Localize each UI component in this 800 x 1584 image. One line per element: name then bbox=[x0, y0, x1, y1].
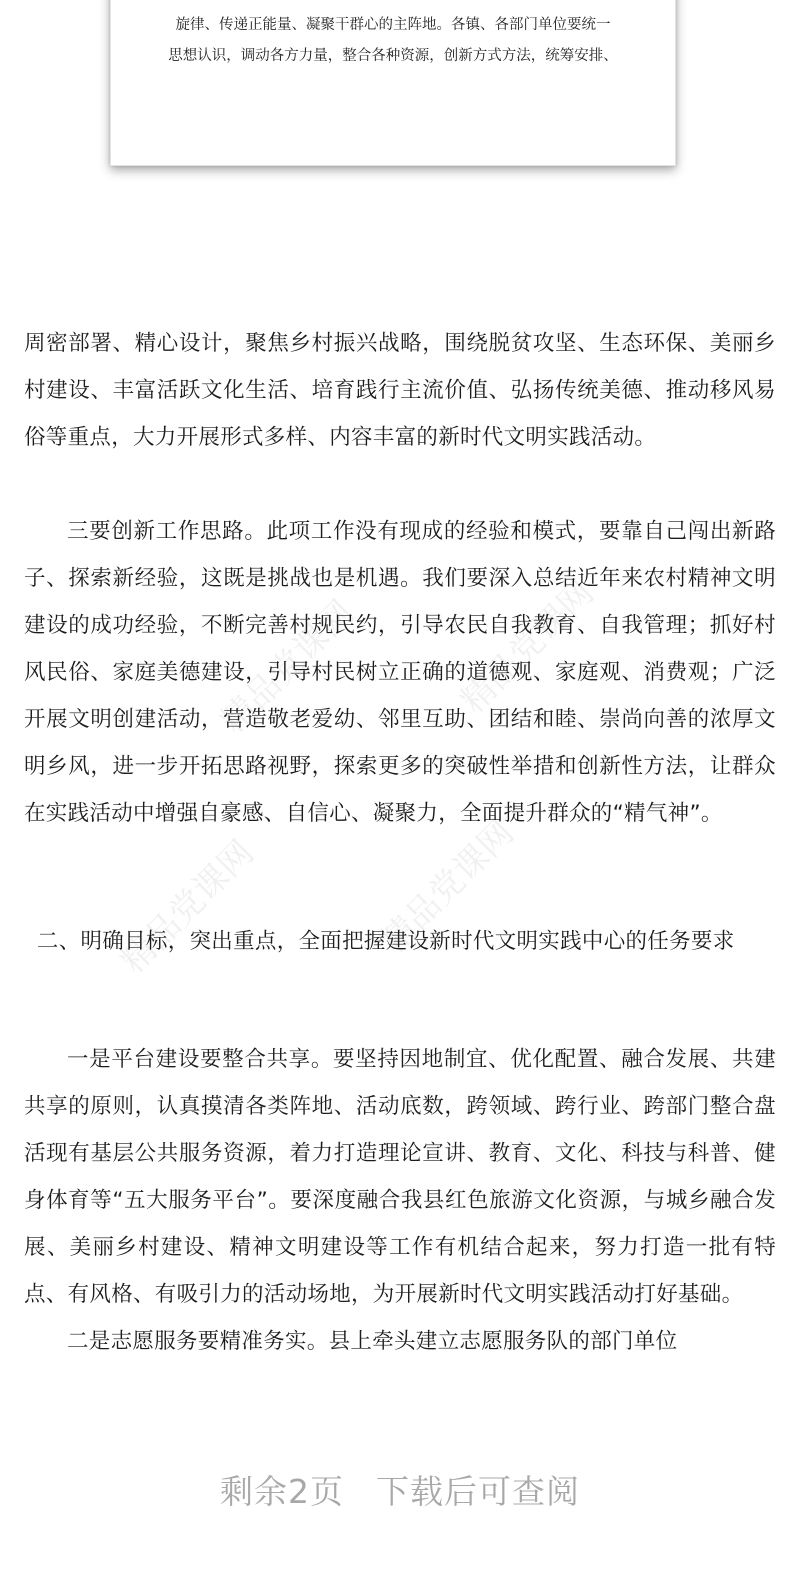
card-text-line: 思想认识，调动各方力量，整合各种资源，创新方式方法，统筹安排、 bbox=[168, 48, 618, 64]
watermark: 精品党课网 bbox=[113, 832, 262, 982]
watermark: 精品党课网 bbox=[373, 812, 522, 962]
document-preview-card bbox=[110, 0, 676, 166]
card-text-line: 旋律、传递正能量、凝聚干群心的主阵地。各镇、各部门单位要统一 bbox=[175, 17, 611, 33]
watermark: 精品党课网 bbox=[453, 572, 602, 722]
paragraph: 三要创新工作思路。此项工作没有现成的经验和模式，要靠自己闯出新路子、探索新经验，这既是挑战也是机遇。我们要深入总结近年来农村精神文明建设的成功经验，不断完善村规民约，引导农民自我教育、自我管理；抓好村风民俗、家庭美德建设，引导村民树立正确的道德观、家庭观、消费观；广泛开展文明创建活动，营造敬老爱幼、邻里互助、团结和睦、崇尚向善的浓厚文明乡风，进一步开拓思路视野，探索更多的突破性举措和创新性方法，让群众在实践活动中增强自豪感、自信心、凝聚力，全面提升群众的“精气神”。 bbox=[24, 519, 776, 826]
paragraph: 二是志愿服务要精准务实。县上牵头建立志愿服务队的部门单位 bbox=[67, 1329, 678, 1354]
section-heading: 二、明确目标，突出重点，全面把握建设新时代文明实践中心的任务要求 bbox=[36, 929, 735, 954]
paragraph: 一是平台建设要整合共享。要坚持因地制宜、优化配置、融合发展、共建共享的原则，认真摸清各类阵地、活动底数，跨领域、跨行业、跨部门整合盘活现有基层公共服务资源，着力打造理论宣讲、教育、文化、科技与科普、健身体育等“五大服务平台”。要深度融合我县红色旅游文化资源，与城乡融合发展、美丽乡村建设、精神文明建设等工作有机结合起来，努力打造一批有特点、有风格、有吸引力的活动场地，为开展新时代文明实践活动打好基础。 bbox=[24, 1047, 776, 1307]
download-hint-text: 下载后可查阅 bbox=[376, 1472, 580, 1511]
remaining-pages-text: 剩余2页 bbox=[220, 1472, 344, 1511]
watermark: 精品党课网 bbox=[213, 592, 362, 742]
download-prompt[interactable] bbox=[0, 1466, 800, 1513]
paragraph: 周密部署、精心设计，聚焦乡村振兴战略，围绕脱贫攻坚、生态环保、美丽乡村建设、丰富活跃文化生活、培育践行主流价值、弘扬传统美德、推动移风易俗等重点，大力开展形式多样、内容丰富的新时代文明实践活动。 bbox=[24, 331, 776, 450]
